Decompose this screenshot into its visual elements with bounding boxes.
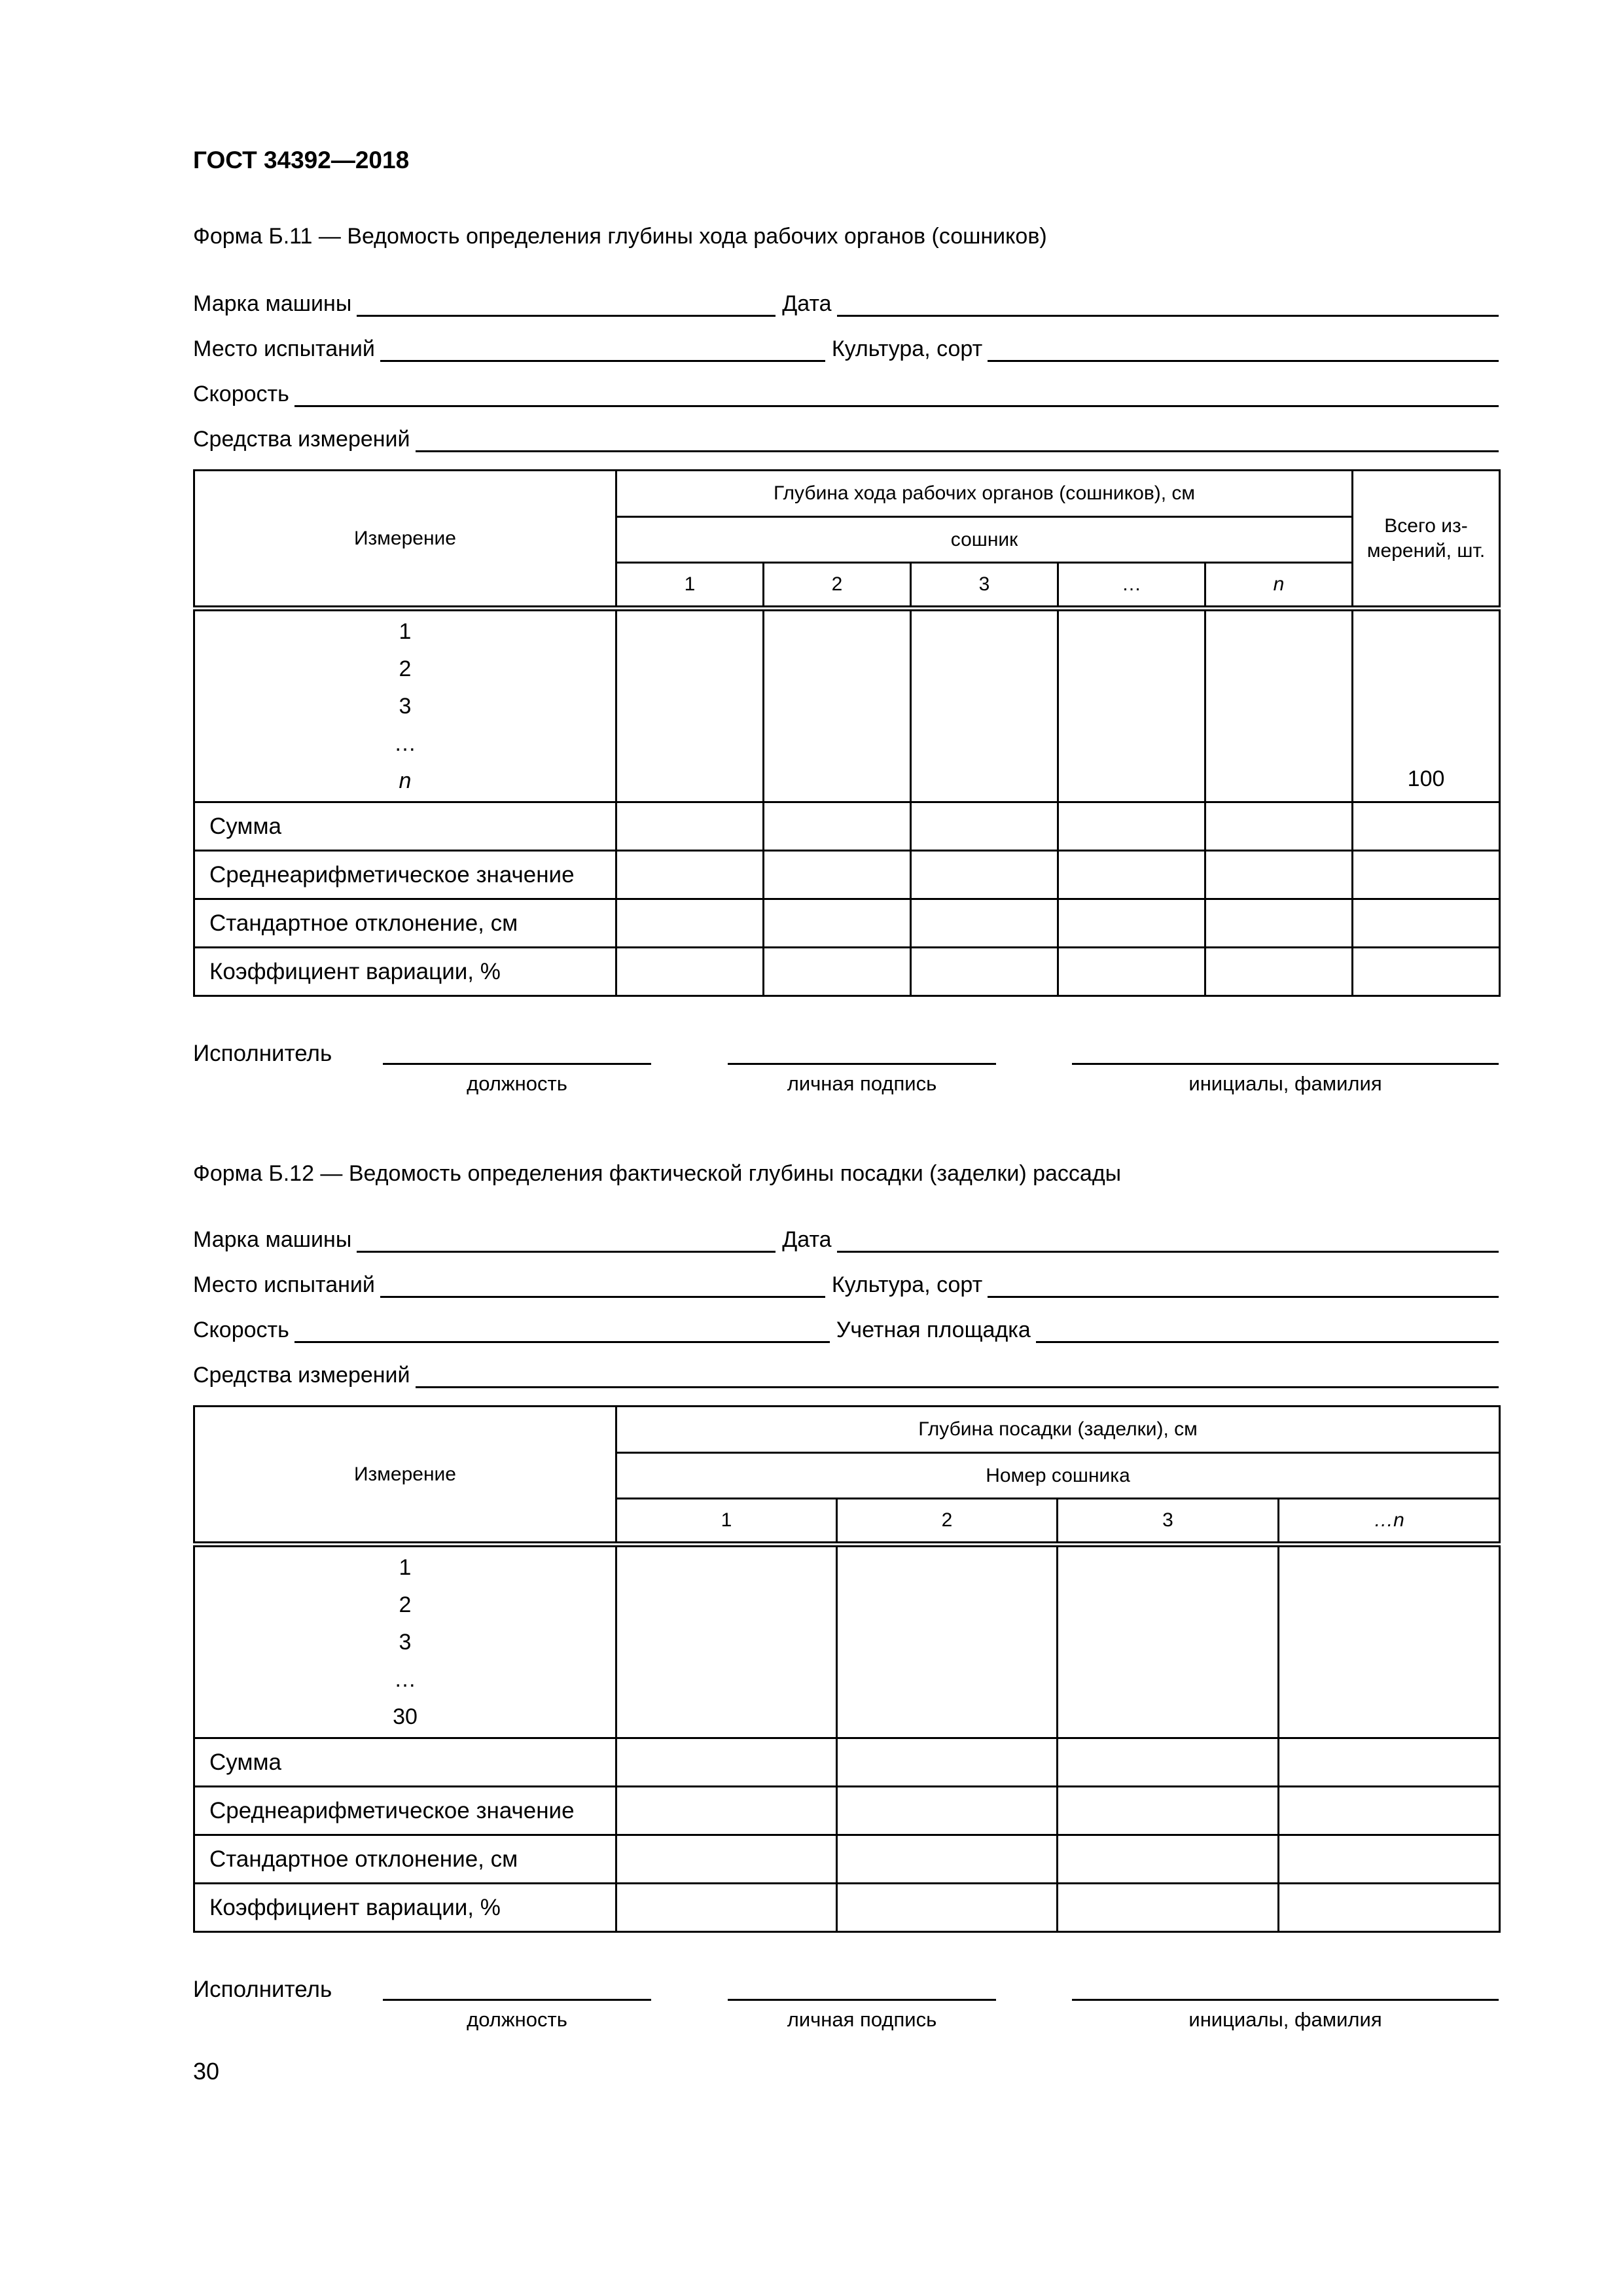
page-number: 30 [193,2058,220,2085]
data-cell[interactable] [616,802,764,851]
form1-total-header: Всего из-мерений, шт. [1353,471,1500,609]
form2-culture-label: Культура, сорт [831,1272,983,1297]
form1-measurement-list [194,609,616,802]
form1-col-header: 3 [911,563,1058,609]
form2-title: Форма Б.12 — Ведомость определения фактической глубины посадки (заделки) рассады [193,1161,1122,1186]
measurement-number: 3 [399,693,412,719]
form1-table [193,469,1501,997]
data-cell[interactable] [764,609,911,802]
data-cell[interactable] [1279,1545,1500,1738]
measurement-number: 1 [399,1554,412,1580]
data-cell[interactable] [616,1545,837,1738]
data-cell[interactable] [1205,609,1353,802]
data-cell[interactable] [1205,802,1353,851]
form1-row-place-culture [193,333,1499,362]
summary-row-label: Коэффициент вариации, % [194,1884,616,1932]
data-cell[interactable] [616,1787,837,1835]
form1-culture-field[interactable] [988,336,1499,362]
form1-speed-label: Скорость [193,382,289,406]
form1-row-speed [193,378,1499,407]
data-cell[interactable] [1353,851,1500,899]
form2-group-header: Глубина посадки (заделки), см [616,1407,1500,1453]
data-cell[interactable] [911,609,1058,802]
data-cell[interactable] [1353,948,1500,996]
data-cell[interactable] [837,1545,1058,1738]
data-cell[interactable] [1058,1884,1279,1932]
data-cell[interactable] [616,851,764,899]
form2-row-speed-area [193,1314,1499,1343]
name-caption: инициалы, фамилия [1188,1072,1382,1095]
signature-caption: личная подпись [787,2008,937,2031]
data-cell[interactable] [1058,851,1205,899]
form2-date-label: Дата [782,1227,832,1252]
form2-signature-block [0,1977,1623,2042]
form1-row-tools [193,423,1499,452]
data-cell[interactable] [1279,1787,1500,1835]
data-cell[interactable] [1058,802,1205,851]
data-cell[interactable] [1205,851,1353,899]
form2-place-label: Место испытаний [193,1272,375,1297]
form1-place-label: Место испытаний [193,336,375,361]
position-caption: должность [467,2008,567,2031]
form1-machine-field[interactable] [357,291,776,317]
data-cell[interactable] [1058,1545,1279,1738]
summary-row-label: Сумма [194,1738,616,1787]
form2-row-machine-date [193,1224,1499,1253]
form1-group-header: Глубина хода рабочих органов (сошников), см [616,471,1353,517]
form1-tools-field[interactable] [416,427,1499,452]
data-cell[interactable] [1353,899,1500,948]
form1-speed-field[interactable] [294,382,1499,407]
data-cell[interactable] [837,1787,1058,1835]
form1-col-header: 2 [764,563,911,609]
data-cell[interactable] [911,851,1058,899]
summary-row-label: Стандартное отклонение, см [194,1835,616,1884]
data-cell[interactable] [764,948,911,996]
measurement-number: n [399,768,412,793]
position-signature-line[interactable] [383,1063,651,1065]
summary-row-label: Среднеарифметическое значение [194,851,616,899]
data-cell[interactable] [911,899,1058,948]
form1-culture-label: Культура, сорт [831,336,983,361]
position-caption: должность [467,1072,567,1095]
summary-row-label: Среднеарифметическое значение [194,1787,616,1835]
data-cell[interactable] [616,609,764,802]
data-cell[interactable] [837,1738,1058,1787]
name-signature-line[interactable] [1072,1999,1499,2001]
measurement-number: … [394,730,416,756]
executor-label: Исполнитель [193,1041,332,1066]
signature-caption: личная подпись [787,1072,937,1095]
summary-row-label: Коэффициент вариации, % [194,948,616,996]
data-cell[interactable] [764,802,911,851]
data-cell[interactable] [1058,609,1205,802]
form2-date-field[interactable] [837,1227,1499,1253]
executor-label: Исполнитель [193,1977,332,2002]
form1-col-header: n [1205,563,1353,609]
data-cell[interactable] [616,948,764,996]
form1-col-header: … [1058,563,1205,609]
form2-row-place-culture [193,1269,1499,1298]
data-cell[interactable] [616,1884,837,1932]
form1-place-field[interactable] [380,336,825,362]
form2-place-field[interactable] [380,1272,825,1298]
form2-tools-field[interactable] [416,1363,1499,1388]
form2-measurement-list [194,1545,616,1738]
form1-title: Форма Б.11 — Ведомость определения глубины хода рабочих органов (сошников) [193,224,1047,249]
form2-machine-label: Марка машины [193,1227,352,1252]
data-cell[interactable] [1279,1884,1500,1932]
data-cell[interactable] [1279,1738,1500,1787]
form1-row-machine-date [193,288,1499,317]
measurement-number: … [394,1666,416,1692]
personal-signature-line[interactable] [728,1999,996,2001]
data-cell[interactable] [1279,1835,1500,1884]
data-cell[interactable] [1058,1835,1279,1884]
measurement-number: 2 [399,1592,412,1617]
data-cell[interactable] [1205,899,1353,948]
measurement-number: 3 [399,1629,412,1655]
data-cell[interactable] [837,1884,1058,1932]
form1-machine-label: Марка машины [193,291,352,316]
position-signature-line[interactable] [383,1999,651,2001]
data-cell[interactable] [837,1835,1058,1884]
data-cell[interactable] [764,851,911,899]
name-caption: инициалы, фамилия [1188,2008,1382,2031]
form2-sub-header: Номер сошника [616,1453,1500,1499]
personal-signature-line[interactable] [728,1063,996,1065]
data-cell[interactable] [1058,948,1205,996]
form2-area-field[interactable] [1036,1318,1499,1343]
form1-sub-header: сошник [616,517,1353,563]
form2-tools-label: Средства измерений [193,1363,410,1388]
form1-measure-header: Измерение [194,471,616,609]
measurement-number: 30 [393,1704,418,1729]
form1-total-value: 100 [1353,609,1500,802]
form1-col-header: 1 [616,563,764,609]
data-cell[interactable] [616,1835,837,1884]
form2-row-tools [193,1359,1499,1388]
form2-col-header: …n [1279,1499,1500,1545]
form2-table [193,1405,1501,1933]
data-cell[interactable] [1058,899,1205,948]
form2-col-header: 3 [1058,1499,1279,1545]
data-cell[interactable] [1058,1738,1279,1787]
measurement-number: 1 [399,619,412,644]
data-cell[interactable] [616,899,764,948]
data-cell[interactable] [616,1738,837,1787]
data-cell[interactable] [911,948,1058,996]
form2-culture-field[interactable] [988,1272,1499,1298]
data-cell[interactable] [911,802,1058,851]
data-cell[interactable] [1058,1787,1279,1835]
summary-row-label: Стандартное отклонение, см [194,899,616,948]
name-signature-line[interactable] [1072,1063,1499,1065]
data-cell[interactable] [1205,948,1353,996]
data-cell[interactable] [764,899,911,948]
form2-machine-field[interactable] [357,1227,776,1253]
form1-tools-label: Средства измерений [193,427,410,452]
form2-col-header: 2 [837,1499,1058,1545]
form2-measure-header: Измерение [194,1407,616,1545]
measurement-number: 2 [399,656,412,681]
summary-row-label: Сумма [194,802,616,851]
data-cell[interactable] [1353,802,1500,851]
form1-date-field[interactable] [837,291,1499,317]
form1-signature-block [0,1041,1623,1106]
form2-col-header: 1 [616,1499,837,1545]
form1-date-label: Дата [782,291,832,316]
form2-speed-label: Скорость [193,1318,289,1342]
form2-speed-field[interactable] [294,1318,830,1343]
document-header: ГОСТ 34392—2018 [193,147,410,173]
form2-area-label: Учетная площадка [836,1318,1031,1342]
